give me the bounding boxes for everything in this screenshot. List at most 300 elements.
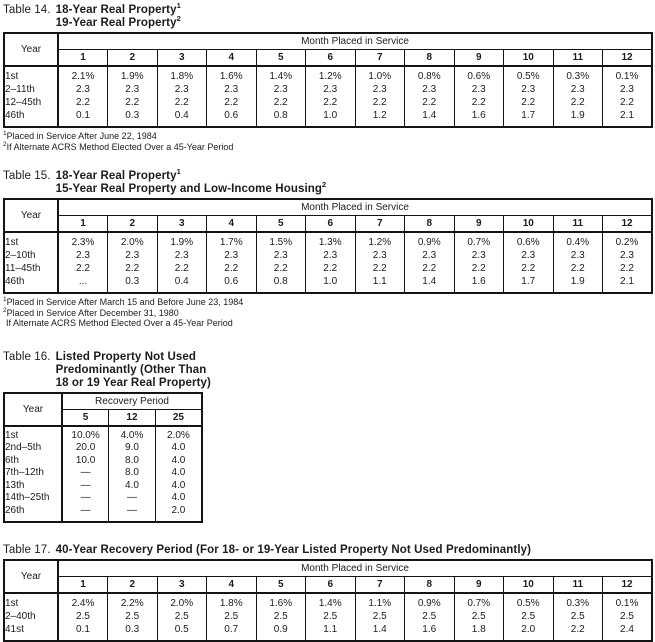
table-row: [4, 262, 652, 275]
table-16: [3, 392, 203, 524]
value-cell: 0.9%: [405, 593, 455, 610]
value-cell: 1.7: [504, 109, 554, 127]
value-cell: 2.2: [603, 262, 653, 275]
column-header-cell: 1: [58, 577, 108, 594]
value-cell: 0.7%: [454, 593, 504, 610]
value-cell: 4.0: [109, 480, 156, 493]
value-cell: 2.5: [108, 610, 158, 623]
column-header-cell: 7: [355, 216, 405, 233]
column-header-cell: 9: [454, 577, 504, 594]
row-label-cell: 1st: [4, 593, 58, 610]
value-cell: 2.2: [553, 262, 603, 275]
table-16-body: [4, 426, 202, 523]
year-header-cell: Year: [4, 199, 58, 232]
value-cell: 1.6%: [207, 66, 257, 83]
value-cell: 2.3: [58, 83, 108, 96]
table-14-title: [3, 1, 655, 30]
row-label-cell: 2–10th: [4, 249, 58, 262]
year-header-cell: Year: [4, 560, 58, 593]
table-row: [4, 593, 652, 610]
column-header-cell: 12: [603, 577, 653, 594]
value-cell: 2.3: [157, 83, 207, 96]
footnote-marker: 1: [3, 130, 7, 137]
value-cell: 1.8: [454, 623, 504, 641]
table-16-header: [4, 393, 202, 426]
table-title-text: 19-Year Real Property: [55, 17, 177, 29]
table-row: [4, 480, 202, 493]
value-cell: 2.2: [454, 262, 504, 275]
header-columns-row: [4, 50, 652, 67]
value-cell: 2.3: [207, 83, 257, 96]
value-cell: 2.3: [454, 83, 504, 96]
value-cell: 2.3: [207, 249, 257, 262]
table-row: [4, 249, 652, 262]
value-cell: 2.0%: [157, 593, 207, 610]
column-header-cell: 2: [108, 577, 158, 594]
value-cell: 0.6%: [454, 66, 504, 83]
value-cell: 2.4%: [58, 593, 108, 610]
value-cell: 2.3: [58, 249, 108, 262]
value-cell: 0.5%: [504, 593, 554, 610]
value-cell: 2.3: [108, 249, 158, 262]
table-15-body: [4, 232, 652, 293]
value-cell: 2.5: [207, 610, 257, 623]
column-header-cell: 4: [207, 216, 257, 233]
value-cell: 8.0: [109, 467, 156, 480]
value-cell: 0.2%: [603, 232, 653, 249]
table-15: [3, 198, 653, 294]
value-cell: 2.3: [603, 83, 653, 96]
table-row: [4, 275, 652, 293]
column-header-cell: 12: [109, 409, 156, 426]
value-cell: 9.0: [109, 442, 156, 455]
row-label-cell: 11–45th: [4, 262, 58, 275]
footnote-marker: 1: [3, 296, 7, 303]
value-cell: 2.5: [157, 610, 207, 623]
value-cell: 2.5: [405, 610, 455, 623]
table-caption-label: Table 15.: [3, 170, 51, 182]
footnote-text: Placed in Service After June 22, 1984: [6, 131, 157, 141]
value-cell: 2.3: [108, 83, 158, 96]
table-title-lines: [56, 544, 531, 557]
value-cell: 2.2: [355, 96, 405, 109]
value-cell: 2.5: [553, 610, 603, 623]
column-header-cell: 7: [355, 50, 405, 67]
row-label-cell: 2nd–5th: [4, 442, 62, 455]
table-row: [4, 610, 652, 623]
table-row: [4, 96, 652, 109]
value-cell: 0.1: [58, 623, 108, 641]
value-cell: 2.3: [405, 249, 455, 262]
column-header-cell: 5: [62, 409, 109, 426]
value-cell: 2.5: [504, 610, 554, 623]
value-cell: 0.7: [207, 623, 257, 641]
footnote: [3, 318, 655, 329]
column-header-cell: 8: [405, 577, 455, 594]
table-row: [4, 109, 652, 127]
value-cell: 2.5: [355, 610, 405, 623]
year-header-cell: Year: [4, 33, 58, 66]
value-cell: 8.0: [109, 455, 156, 468]
table-17-body: [4, 593, 652, 641]
footnote: [3, 297, 655, 308]
value-cell: 1.9: [553, 275, 603, 293]
column-header-cell: 4: [207, 50, 257, 67]
table-row: [4, 492, 202, 505]
value-cell: 4.0: [155, 442, 202, 455]
table-row: [4, 426, 202, 443]
table-row: [4, 455, 202, 468]
value-cell: 2.2: [504, 96, 554, 109]
table-title-line: [55, 180, 327, 196]
column-header-cell: 4: [207, 577, 257, 594]
header-group-row: [4, 393, 202, 410]
column-header-cell: 9: [454, 216, 504, 233]
year-header-cell: Year: [4, 393, 62, 426]
value-cell: 2.2: [58, 262, 108, 275]
value-cell: 0.8: [256, 275, 306, 293]
value-cell: 2.1%: [58, 66, 108, 83]
table-15-footnotes: [3, 297, 655, 329]
table-title-text: Predominantly (Other Than: [55, 363, 207, 376]
value-cell: 2.3: [306, 249, 356, 262]
footnote-text: Placed in Service After March 15 and Before June 23, 1984: [6, 297, 244, 307]
value-cell: 1.7: [504, 275, 554, 293]
header-group-row: [4, 560, 652, 577]
column-header-cell: 11: [553, 216, 603, 233]
group-header-cell: Month Placed in Service: [58, 33, 652, 50]
value-cell: 2.2: [306, 262, 356, 275]
column-header-cell: 1: [58, 50, 108, 67]
value-cell: 0.3%: [553, 66, 603, 83]
value-cell: 1.4%: [306, 593, 356, 610]
value-cell: 2.5: [256, 610, 306, 623]
column-header-cell: 1: [58, 216, 108, 233]
table-title-line: [55, 167, 327, 183]
value-cell: 0.5%: [504, 66, 554, 83]
value-cell: 2.5: [603, 610, 653, 623]
table-row: [4, 467, 202, 480]
value-cell: —: [62, 467, 109, 480]
row-label-cell: 2–40th: [4, 610, 58, 623]
value-cell: —: [109, 492, 156, 505]
table-row: [4, 66, 652, 83]
group-header-cell: Recovery Period: [62, 393, 202, 410]
column-header-cell: 5: [256, 50, 306, 67]
header-columns-row: [4, 577, 652, 594]
value-cell: 2.2: [306, 96, 356, 109]
table-caption-label: Table 14.: [3, 4, 51, 16]
column-header-cell: 6: [306, 577, 356, 594]
value-cell: 1.4: [405, 275, 455, 293]
value-cell: 0.6%: [504, 232, 554, 249]
value-cell: 2.3: [157, 249, 207, 262]
table-title-text: 40-Year Recovery Period (For 18- or 19-Year Listed Property Not Used Predominantly): [55, 544, 532, 556]
value-cell: 2.3: [603, 249, 653, 262]
value-cell: 4.0: [155, 492, 202, 505]
group-header-cell: Month Placed in Service: [58, 560, 652, 577]
column-header-cell: 8: [405, 216, 455, 233]
row-label-cell: 46th: [4, 109, 58, 127]
value-cell: 1.6: [454, 275, 504, 293]
footnote-text: If Alternate ACRS Method Elected Over a 45-Year Period: [6, 318, 233, 328]
value-cell: 2.3: [504, 83, 554, 96]
row-label-cell: 13th: [4, 480, 62, 493]
column-header-cell: 7: [355, 577, 405, 594]
row-label-cell: 1st: [4, 232, 58, 249]
value-cell: 10.0%: [62, 426, 109, 443]
value-cell: 2.3: [355, 249, 405, 262]
row-label-cell: 7th–12th: [4, 467, 62, 480]
value-cell: ...: [58, 275, 108, 293]
value-cell: 0.1%: [603, 66, 653, 83]
value-cell: 1.1%: [355, 593, 405, 610]
table-17-title: [3, 544, 655, 557]
table-title-text: 18-Year Real Property: [55, 4, 177, 16]
row-label-cell: 46th: [4, 275, 58, 293]
value-cell: 1.6: [454, 109, 504, 127]
value-cell: 0.8: [256, 109, 306, 127]
value-cell: 0.6: [207, 109, 257, 127]
table-14-header: [4, 33, 652, 66]
table-caption-label: Table 16.: [3, 350, 51, 363]
value-cell: 2.2: [157, 96, 207, 109]
table-row: [4, 505, 202, 523]
table-14: [3, 32, 653, 128]
title-footnote-marker: 2: [176, 14, 181, 24]
value-cell: 0.6: [207, 275, 257, 293]
value-cell: 2.0: [155, 505, 202, 523]
value-cell: 2.2: [108, 262, 158, 275]
column-header-cell: 6: [306, 216, 356, 233]
value-cell: 2.2: [405, 96, 455, 109]
table-row: [4, 83, 652, 96]
title-footnote-marker: 1: [176, 167, 181, 177]
value-cell: 1.8%: [157, 66, 207, 83]
value-cell: 2.2%: [108, 593, 158, 610]
table-17: [3, 559, 653, 642]
table-14-section: [3, 1, 655, 152]
header-group-row: [4, 33, 652, 50]
value-cell: 1.4%: [256, 66, 306, 83]
footnote-text: If Alternate ACRS Method Elected Over a 45-Year Period: [6, 141, 234, 152]
value-cell: 0.1%: [603, 593, 653, 610]
value-cell: 1.9%: [157, 232, 207, 249]
table-title-text: 15-Year Real Property and Low-Income Housing: [55, 183, 322, 195]
value-cell: 4.0: [155, 467, 202, 480]
value-cell: 2.3: [553, 249, 603, 262]
row-label-cell: 1st: [4, 426, 62, 443]
value-cell: 2.2: [504, 262, 554, 275]
row-label-cell: 1st: [4, 66, 58, 83]
column-header-cell: 11: [553, 50, 603, 67]
footnote: [3, 142, 655, 153]
value-cell: 1.4: [405, 109, 455, 127]
value-cell: —: [62, 480, 109, 493]
table-title-line: [55, 1, 181, 17]
value-cell: 2.0: [504, 623, 554, 641]
table-title-text: 18-Year Real Property: [55, 170, 177, 182]
value-cell: 1.2%: [355, 232, 405, 249]
header-group-row: [4, 199, 652, 216]
column-header-cell: 3: [157, 50, 207, 67]
column-header-cell: 12: [603, 216, 653, 233]
column-header-cell: 6: [306, 50, 356, 67]
value-cell: 4.0%: [109, 426, 156, 443]
value-cell: 2.2: [58, 96, 108, 109]
table-16-section: [3, 351, 655, 524]
column-header-cell: 10: [504, 216, 554, 233]
value-cell: 2.3: [454, 249, 504, 262]
table-16-title: [3, 351, 655, 390]
value-cell: 2.1: [603, 275, 653, 293]
table-row: [4, 232, 652, 249]
row-label-cell: 6th: [4, 455, 62, 468]
table-title-lines: [56, 351, 211, 390]
value-cell: 2.2: [207, 262, 257, 275]
row-label-cell: 2–11th: [4, 83, 58, 96]
column-header-cell: 8: [405, 50, 455, 67]
table-15-title: [3, 167, 655, 196]
value-cell: 1.6: [405, 623, 455, 641]
table-row: [4, 442, 202, 455]
value-cell: 0.3: [108, 275, 158, 293]
value-cell: 1.0: [306, 109, 356, 127]
table-15-header: [4, 199, 652, 232]
value-cell: 2.3: [355, 83, 405, 96]
value-cell: 2.5: [58, 610, 108, 623]
footnote-marker: 2: [3, 306, 7, 314]
value-cell: 0.5: [157, 623, 207, 641]
table-title-text: 18 or 19 Year Real Property): [55, 376, 211, 389]
value-cell: 2.2: [405, 262, 455, 275]
value-cell: 2.3: [256, 249, 306, 262]
table-title-line: [56, 377, 211, 390]
value-cell: 2.2: [355, 262, 405, 275]
column-header-cell: 9: [454, 50, 504, 67]
value-cell: 0.7%: [454, 232, 504, 249]
value-cell: 2.2: [603, 96, 653, 109]
group-header-cell: Month Placed in Service: [58, 199, 652, 216]
value-cell: 0.9: [256, 623, 306, 641]
value-cell: —: [62, 492, 109, 505]
table-title-lines: [55, 167, 327, 196]
value-cell: 2.2: [553, 96, 603, 109]
table-17-section: [3, 544, 655, 642]
value-cell: 1.0%: [355, 66, 405, 83]
value-cell: 4.0: [155, 455, 202, 468]
value-cell: 0.4: [157, 275, 207, 293]
value-cell: 0.3: [108, 109, 158, 127]
value-cell: 1.9%: [108, 66, 158, 83]
footnote: [3, 308, 655, 319]
value-cell: 0.1: [58, 109, 108, 127]
table-title-line: [55, 14, 181, 30]
column-header-cell: 3: [157, 577, 207, 594]
value-cell: 2.5: [306, 610, 356, 623]
header-columns-row: [4, 216, 652, 233]
column-header-cell: 5: [256, 577, 306, 594]
table-title-line: [56, 351, 211, 364]
column-header-cell: 3: [157, 216, 207, 233]
value-cell: 1.1: [355, 275, 405, 293]
table-title-line: [56, 364, 211, 377]
column-header-cell: 25: [155, 409, 202, 426]
footnote-marker: 2: [3, 140, 7, 148]
value-cell: 2.3: [553, 83, 603, 96]
value-cell: 20.0: [62, 442, 109, 455]
column-header-cell: 10: [504, 577, 554, 594]
value-cell: 1.9: [553, 109, 603, 127]
column-header-cell: 11: [553, 577, 603, 594]
column-header-cell: 12: [603, 50, 653, 67]
title-footnote-marker: 1: [176, 1, 181, 11]
value-cell: 1.4: [355, 623, 405, 641]
value-cell: 0.4: [157, 109, 207, 127]
value-cell: 2.2: [454, 96, 504, 109]
footnote-text: Placed in Service After December 31, 1980: [6, 307, 179, 318]
column-header-cell: 5: [256, 216, 306, 233]
value-cell: 2.3: [256, 83, 306, 96]
value-cell: 2.3: [306, 83, 356, 96]
value-cell: 2.1: [603, 109, 653, 127]
value-cell: 1.2: [355, 109, 405, 127]
value-cell: 2.2: [256, 262, 306, 275]
table-caption-label: Table 17.: [3, 544, 51, 556]
value-cell: 1.5%: [256, 232, 306, 249]
row-label-cell: 14th–25th: [4, 492, 62, 505]
value-cell: —: [62, 505, 109, 523]
table-17-header: [4, 560, 652, 593]
value-cell: 2.2: [207, 96, 257, 109]
value-cell: 2.3: [405, 83, 455, 96]
table-row: [4, 623, 652, 641]
column-header-cell: 2: [108, 216, 158, 233]
table-title-line: [56, 544, 531, 557]
value-cell: 0.9%: [405, 232, 455, 249]
value-cell: 2.3: [504, 249, 554, 262]
value-cell: 2.5: [454, 610, 504, 623]
table-14-footnotes: [3, 131, 655, 152]
value-cell: 1.7%: [207, 232, 257, 249]
value-cell: 2.4: [603, 623, 653, 641]
value-cell: 2.3%: [58, 232, 108, 249]
value-cell: 2.0%: [155, 426, 202, 443]
value-cell: 0.4%: [553, 232, 603, 249]
table-14-body: [4, 66, 652, 127]
table-title-lines: [55, 1, 181, 30]
value-cell: 2.0%: [108, 232, 158, 249]
value-cell: —: [109, 505, 156, 523]
column-header-cell: 2: [108, 50, 158, 67]
table-title-text: Listed Property Not Used: [55, 350, 197, 363]
value-cell: 0.3%: [553, 593, 603, 610]
value-cell: 1.8%: [207, 593, 257, 610]
value-cell: 10.0: [62, 455, 109, 468]
row-label-cell: 12–45th: [4, 96, 58, 109]
column-header-cell: 10: [504, 50, 554, 67]
value-cell: 1.3%: [306, 232, 356, 249]
value-cell: 1.2%: [306, 66, 356, 83]
title-footnote-marker: 2: [322, 180, 327, 190]
footnote: [3, 131, 655, 142]
row-label-cell: 26th: [4, 505, 62, 523]
value-cell: 0.8%: [405, 66, 455, 83]
value-cell: 1.0: [306, 275, 356, 293]
table-15-section: [3, 167, 655, 329]
value-cell: 2.2: [108, 96, 158, 109]
value-cell: 1.1: [306, 623, 356, 641]
